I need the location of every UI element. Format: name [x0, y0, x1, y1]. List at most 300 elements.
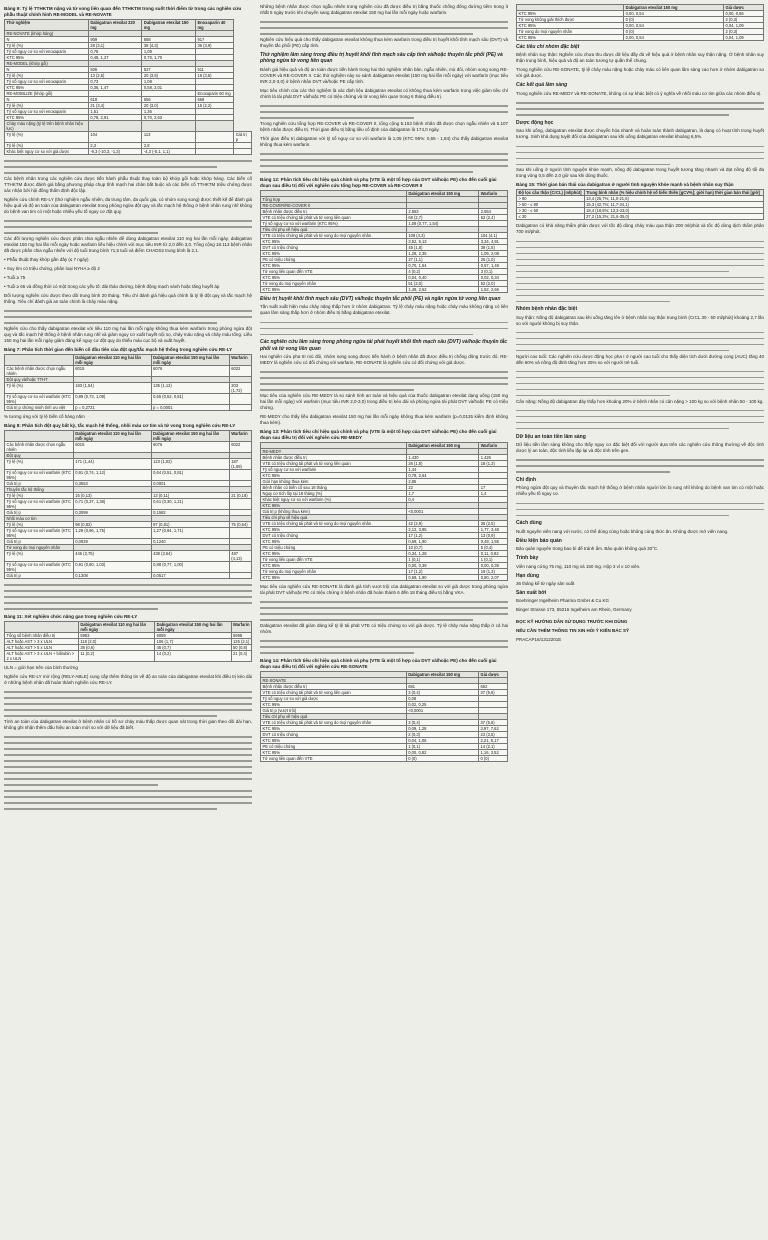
table-cell: 2,12, 3,95: [406, 527, 478, 533]
table-cell: 6022: [229, 442, 251, 453]
table-cell: 438 (3,64): [151, 551, 229, 562]
table-cell: 14 (0,2): [155, 651, 231, 662]
section-heading: Trình bày: [516, 555, 539, 562]
table-cell: [5, 355, 74, 366]
paragraph: Tần suất xuất hiện máu chảy nặng thấp hơn ở nhóm dabigatran. Tỷ lệ chảy máu nặng hoặc chảy máu không nặng có liên quan lâm sàng thấp hơn ở nhóm điều trị bằng dabigatran etexilat.: [260, 304, 508, 316]
table-row: [5, 383, 252, 394]
table-cell: 36 (0,6): [78, 645, 154, 651]
table-cell: 20 (3,0): [142, 103, 196, 109]
table-cell: VTE có triệu chứng tái phát và tử vong liên quan: [261, 214, 407, 220]
para-lines: [516, 100, 764, 118]
table-cell: 17 (1,2): [406, 533, 478, 539]
table-cell: 0,3099: [73, 510, 151, 516]
table-cell: 0 (0): [479, 756, 508, 762]
table-cell: KTC 95%: [261, 527, 407, 533]
table-cell: 0,67, 1,49: [479, 262, 508, 268]
para-lines: [260, 638, 508, 656]
table-cell: Dabigatran etexilat 110 mg hai lần mỗi ngày: [73, 355, 151, 366]
table-cell: Dabigatran etexilat 150 mg hai lần mỗi ngày: [151, 355, 229, 366]
table-cell: Giá trị p (vượt trội): [261, 708, 407, 714]
table-cell: 3,52, 5,13: [406, 238, 478, 244]
table-cell: 11 (0,2): [78, 651, 154, 662]
table-cell: Tử vong không giải thích được: [517, 17, 624, 23]
table-cell: 0,78: [88, 49, 142, 55]
table-cell: Giá trị p: [5, 539, 74, 545]
table-cell: 22: [406, 485, 478, 491]
table-cell: KTC 95%: [261, 503, 407, 509]
table8: [4, 430, 252, 579]
table-cell: > 30 - ≤ 50: [517, 208, 585, 214]
table-cell: Giả dược: [723, 5, 763, 11]
section-heading: Các tiêu chí nhóm đặc biệt: [516, 44, 580, 50]
table-cell: 0,00, 0,56: [723, 11, 763, 17]
table9-caption: Bảng 9: Tỷ lệ TTHKTM nặng và tử vong liên quan đến TTHKTM trong suốt thời điểm từ trong các nghiên cứu phẫu thuật chính hình RE-MODEL và RE-NOVATE: [4, 6, 242, 17]
table-cell: Tỷ số nguy cơ so với enoxaparin: [5, 49, 89, 55]
table-cell: PE có triệu chứng: [261, 744, 407, 750]
table-cell: 0,00, 0,54: [624, 11, 724, 17]
list-item: • Phẫu thuật thay khớp gần đây (≤ 7 ngày): [4, 257, 89, 262]
table-cell: <0,0001: [406, 708, 478, 714]
table-cell: Tử vong do mọi nguyên nhân: [261, 569, 407, 575]
table-cell: 118 (2,0): [78, 639, 154, 645]
table-cell: Dabigatran etexilat 150 mg: [406, 672, 478, 678]
table-row: [261, 286, 508, 292]
table-cell: RE-MEDY: [261, 449, 407, 455]
table-cell: 42 (2,9): [406, 521, 478, 527]
table-cell: 36 (2,5): [479, 521, 508, 527]
table-cell: 1,09: [142, 49, 196, 55]
paragraph: Viên nang cứng 75 mg, 110 mg và 150 mg. Hộp 3 vỉ x 10 viên.: [516, 563, 641, 569]
table-cell: Tổng số bệnh nhân điều trị: [5, 633, 79, 639]
table-cell: RE-COVER/RE-COVER II: [261, 202, 407, 208]
table-row: [5, 132, 252, 143]
table-cell: 2,8: [142, 143, 196, 149]
table-cell: KTC 95%: [261, 726, 407, 732]
table-cell: 6022: [229, 366, 251, 377]
paragraph: RE-MEDY cho thấy liều dabigatran etexilat 150 mg hai lần mỗi ngày không thua kém warfarin (p=0,0135 kiểm định không thua kém).: [260, 414, 508, 426]
table-cell: 18 (1,3): [479, 461, 508, 467]
para-lines: [516, 330, 764, 354]
table-cell: 0,91 (0,74, 1,12): [73, 470, 151, 481]
table-cell: RE-NOVATE (khớp háng): [5, 31, 89, 37]
table-cell: p = 0,2721: [73, 405, 151, 411]
table-cell: 0,3553: [73, 481, 151, 487]
table-cell: RE-MODEL (khớp gối): [5, 61, 89, 67]
table-cell: Tỷ số nguy cơ so với warfarin (KTC 95%): [5, 394, 74, 405]
table-cell: 3 (0,1): [479, 268, 508, 274]
table-cell: Nhồi máu cơ tim: [5, 516, 74, 522]
list-item: • Tuổi ≥ 65 và đồng thời có một trong các yếu tố: đái tháo đường, bệnh động mạch vành hoặc tăng huyết áp: [4, 284, 220, 289]
table-cell: N: [5, 67, 89, 73]
table-cell: [229, 405, 251, 411]
table-cell: [229, 394, 251, 405]
table-cell: 656: [142, 97, 196, 103]
paragraph: Nghiên cứu hiệu quả cho thấy dabigatran etexilat không thua kém warfarin trong điều trị huyết khối tĩnh mạch sâu (DVT) và thuyên tắc phổi (PE) cấp tính.: [260, 37, 508, 48]
table-cell: Tỷ lệ (%): [5, 493, 74, 499]
table-row: [5, 355, 252, 366]
section-heading: Nhóm bệnh nhân đặc biệt: [516, 306, 578, 313]
table-cell: 0,04, 1,09: [723, 23, 763, 29]
column-right: [516, 4, 764, 1236]
table-cell: 45 (0,7): [155, 645, 231, 651]
document-code: PRACAP16/1312201E: [516, 637, 562, 643]
table-cell: KTC 95%: [261, 539, 407, 545]
para-lines: [260, 369, 508, 393]
table-cell: ALT hoặc AST > 3 x ULN + bilirubin > 2 x ULN: [5, 651, 79, 662]
table-cell: 0,70, 1,54: [406, 262, 478, 268]
table-cell: 38 (4,3): [142, 43, 196, 49]
table-cell: Giá trị p: [5, 573, 74, 579]
section-heading: Dữ liệu an toàn tiền lâm sàng: [516, 433, 586, 440]
table-cell: Tiêu chí phụ về hiệu quả: [261, 226, 407, 232]
table-cell: [5, 622, 79, 633]
table-cell: 6015: [73, 366, 151, 377]
paragraph: Đối tượng nghiên cứu được theo dõi trung bình 20 tháng. Tiêu chí đánh giá hiệu quả chính là tỷ lệ đột quỵ và tắc mạch hệ thống. Tiêu chí đánh giá an toàn chính là chảy máu nặng.: [4, 293, 252, 304]
table-cell: 0,78, 2,91: [88, 115, 142, 121]
table-cell: 0,4: [406, 497, 478, 503]
table-cell: 0 (0): [406, 756, 478, 762]
table-cell: 187 (1,59): [229, 459, 251, 470]
table-cell: Bệnh nhân có biến cố sau 18 tháng: [261, 485, 407, 491]
table-cell: 2 (0,3): [723, 29, 763, 35]
table-cell: 511: [195, 67, 233, 73]
table-cell: 18 (3,5): [195, 73, 233, 79]
list-item: • Tuổi ≥ 75: [4, 275, 26, 280]
table-cell: PE có triệu chứng: [261, 256, 407, 262]
table-cell: 2,85: [406, 479, 478, 485]
manufacturer-name: Boehringer Ingelheim Pharma GmbH & Co.KG: [516, 598, 610, 604]
table-cell: 6076: [151, 442, 229, 453]
table-cell: 1,09 (0,77, 1,54): [406, 220, 478, 226]
table-cell: 3 (0,4): [406, 720, 478, 726]
table-cell: 668: [195, 97, 233, 103]
table7: [4, 354, 252, 411]
table-cell: 0,89 (0,73, 1,09): [73, 394, 151, 405]
table-cell: 0,48, 1,27: [88, 55, 142, 61]
paragraph: Trong nghiên cứu RE-SONATE, tỷ lệ chảy máu nặng hoặc chảy máu có liên quan lâm sàng cao hơn ở nhóm dabigatran so với giả dược.: [516, 67, 764, 79]
table-row: [5, 622, 252, 633]
table-cell: KTC 95%: [261, 575, 407, 581]
table-cell: 13,4 (25,7%; 11,0-21,6): [584, 196, 763, 202]
table-cell: 125 (2,1): [231, 639, 251, 645]
table-cell: 13 (2,6): [88, 73, 142, 79]
table-cell: [195, 121, 233, 132]
table-cell: Độ lọc cầu thận (CrCL) [ml/phút]: [517, 190, 585, 196]
table-cell: Các bệnh nhân được chọn ngẫu nhiên: [5, 366, 74, 377]
table-cell: 3,97, 7,62: [479, 726, 508, 732]
table-cell: 13 (0,9): [479, 533, 508, 539]
para-lines: [4, 582, 252, 612]
table-cell: 662: [479, 684, 508, 690]
table-cell: Chảy máu nặng (tỷ lệ trên bệnh nhân hiệu lực): [5, 121, 89, 132]
table-cell: Dabigatran etexilat 150 mg: [142, 20, 196, 31]
table-cell: 506: [88, 67, 142, 73]
table-cell: 21 (3,4): [88, 103, 142, 109]
table-cell: Tử vong liên quan đến VTE: [261, 268, 407, 274]
table-cell: Warfarin: [229, 431, 251, 442]
table-cell: Tỷ số nguy cơ so với warfarin (KTC 95%): [261, 220, 407, 226]
paragraph: Nghiên cứu chính RE-LY (thử nghiệm ngẫu nhiên, đa trung tâm, đa quốc gia, có nhóm song song) được thiết kế để đánh giá hiệu quả và độ an toàn của dabigatran etexilat trong phòng ngừa đột quỵ và tắc mạch hệ thống ở bệnh nhân rung nhĩ không do bệnh van tim có một hoặc nhiều yếu tố nguy cơ đột quỵ.: [4, 197, 252, 214]
table-cell: Tử vong do mọi nguyên nhân: [261, 280, 407, 286]
paragraph: Hai nghiên cứu pha III mù đôi, nhóm song song được tiến hành ở bệnh nhân đã được điều trị chống đông trước đó. RE-MEDY là nghiên cứu có đối chứng với warfarin, RE-SONATE là nghiên cứu có đối chứng với giả dược.: [260, 354, 508, 366]
table-cell: 0 (0): [624, 29, 724, 35]
table-row: [5, 459, 252, 470]
table-row: [5, 366, 252, 377]
table13-caption: Bảng 13: Phân tích tiêu chí hiệu quả chính và phụ (VTE là một tổ hợp của DVT và/hoặc PE) cho đến cuối giai đoạn sau điều trị đối với nghiên cứu RE-MEDY: [260, 429, 497, 441]
table-cell: 37 (5,6): [479, 720, 508, 726]
table-cell: [142, 121, 196, 132]
table-row: [5, 20, 252, 31]
table-cell: 1,29 (0,96, 1,75): [73, 528, 151, 539]
table15: [516, 189, 764, 220]
table-cell: 1,52, 2,66: [479, 286, 508, 292]
table-cell: 0,02, 0,25: [406, 702, 478, 708]
table11-caption: Bảng 11: Xét nghiệm chức năng gan trong nghiên cứu RE-LY: [4, 614, 138, 619]
para-lines: [4, 218, 252, 236]
table-cell: 0,70, 2,63: [142, 115, 196, 121]
paragraph: Thời gian điều trị dabigatran với tỷ số nguy cơ so với warfarin là 1,05 (KTC 95%: 0,65 - 1,84) cho thấy dabigatran etexilat không thua kém warfarin.: [260, 135, 508, 147]
table-cell: 0,00, 0,54: [624, 23, 724, 29]
table-note: % tương ứng với tỷ lệ biến cố hàng năm: [4, 414, 85, 419]
table-cell: KTC 95%: [517, 11, 624, 17]
table-cell: VTE có triệu chứng tái phát và tử vong liên quan: [261, 461, 407, 467]
table-cell: 17: [479, 485, 508, 491]
table-cell: Nguy cơ tích lũy tại 18 tháng (%): [261, 491, 407, 497]
table-cell: 106 (1,7): [155, 639, 231, 645]
table-cell: Tỷ lệ (%): [5, 73, 89, 79]
table-cell: [229, 528, 251, 539]
paragraph: Bảo quản nguyên trong bao bì để tránh ẩm. Bảo quản không quá 30°C.: [516, 546, 659, 552]
table-cell: Khác biệt nguy cơ so với warfarin (%): [261, 497, 407, 503]
paragraph: Đánh giá hiệu quả và độ an toàn được tiến hành trong hai thử nghiệm nhân bản, ngẫu nhiên, mù đôi, nhóm song song RE-COVER và RE-COVER II. Các thử nghiệm này so sánh dabigatran etexilat (150 mg hai lần mỗi ngày) với warfarin (mục tiêu INR 2,0-3,0) ở bệnh nhân DVT và/hoặc PE cấp tính.: [260, 66, 508, 84]
table-cell: KTC 95%: [261, 250, 407, 256]
table-cell: Dabigatran etexilat 220 mg: [88, 20, 142, 31]
section-heading: Điều trị huyết khối tĩnh mạch sâu (DVT) và/hoặc thuyên tắc phổi (PE) và ngăn ngừa tử vong liên quan: [260, 295, 501, 302]
table-cell: 15 (0,13): [73, 493, 151, 499]
table-cell: Tỷ số nguy cơ so với enoxaparin: [5, 79, 89, 85]
paragraph: Cân nặng: Nồng độ dabigatran đáy thấp hơn khoảng 20% ở bệnh nhân có cân nặng > 100 kg so với bệnh nhân 50 - 100 kg.: [516, 398, 764, 404]
table-cell: 52 (2,0): [479, 280, 508, 286]
table-cell: Tỷ số nguy cơ so với warfarin (KTC 95%): [5, 562, 74, 573]
table-cell: 23 (3,5): [479, 732, 508, 738]
table-cell: 0,11, 0,82: [479, 551, 508, 557]
table-cell: 1 (0,1): [406, 557, 478, 563]
table-cell: KTC 95%: [5, 85, 89, 91]
table-cell: [229, 573, 251, 579]
paragraph: Mục tiêu của nghiên cứu RE-SONATE là đánh giá tính vượt trội của dabigatran etexilat so với giả dược trong phòng ngừa tái phát DVT và/hoặc PE có triệu chứng ở bệnh nhân đã hoàn thành 6 đến 18 tháng điều trị bằng VKA.: [260, 584, 508, 596]
table-cell: Các bệnh nhân được chọn ngẫu nhiên: [5, 442, 74, 453]
para-lines: [260, 103, 508, 121]
table-cell: 1.430: [406, 455, 478, 461]
para-lines: [516, 143, 764, 167]
table-cell: 27,2 (15,3%; 21,6-35,0): [584, 214, 763, 220]
table-cell: 2.553: [406, 208, 478, 214]
table-cell: Tử vong do mọi nguyên nhân: [517, 29, 624, 35]
table-cell: 487 (4,13): [229, 551, 251, 562]
table-cell: 0,64 (0,51, 0,81): [151, 470, 229, 481]
table-cell: 17 (1,2): [406, 569, 478, 575]
table-cell: 3 (0,4): [406, 690, 478, 696]
table-cell: ALT hoặc AST > 5 x ULN: [5, 645, 79, 651]
table-cell: 183 (1,54): [73, 383, 151, 394]
table-cell: RE-SONATE: [261, 678, 407, 684]
table-cell: 2,3: [88, 143, 142, 149]
table-cell: Dabigatran etexilat 150 mg: [406, 190, 478, 196]
table-cell: 28 (3,1): [88, 43, 142, 49]
table-cell: Giá trị p (không thua kém): [261, 509, 407, 515]
section-heading: Điều kiện bảo quản: [516, 537, 562, 544]
table-cell: Tiêu chí phụ về hiệu quả: [261, 714, 407, 720]
table-cell: Tỷ lệ (%): [5, 103, 89, 109]
para-lines: [4, 158, 252, 176]
table-cell: -4,3 (-5,1, 1,1): [142, 149, 196, 155]
paragraph: Phòng ngừa đột quỵ và thuyên tắc mạch hệ thống ở bệnh nhân người lớn bị rung nhĩ không do bệnh van tim có một hoặc nhiều yếu tố nguy cơ.: [516, 485, 764, 497]
table-cell: 10 (0,7): [406, 545, 478, 551]
paragraph: Mục tiêu chính của các thử nghiệm là xác định liệu dabigatran etexilat có không thua kém warfarin trong việc giảm tiêu chí chính là tái phát DVT và/hoặc PE có triệu chứng và tử vong liên quan trong 6 tháng điều trị.: [260, 87, 508, 99]
paragraph: 36 tháng kể từ ngày sản xuất: [516, 581, 575, 587]
paragraph: Sau khi uống, dabigatran etexilat được chuyển hóa nhanh và hoàn toàn thành dabigatran, là dạng có hoạt tính trong huyết tương. Sinh khả dụng tuyệt đối của dabigatran sau khi uống dabigatran etexilat khoảng 6,5%.: [516, 128, 764, 140]
table-cell: Tử vong liên quan đến VTE: [261, 557, 407, 563]
table7-caption: Bảng 7: Phân tích thời gian đến biến cố đầu tiên của đột quỵ/tắc mạch hệ thống trong nghiên cứu RE-LY: [4, 347, 233, 352]
para-lines: [516, 408, 764, 432]
table15-caption: Bảng 15: Thời gian bán thải của dabigatran ở người tình nguyện khỏe mạnh và bệnh nhân suy thận: [516, 182, 734, 188]
table-cell: Warfarin: [231, 622, 251, 633]
table-cell: Bệnh nhân được điều trị: [261, 455, 407, 461]
paragraph: Mục tiêu của nghiên cứu RE-MEDY là so sánh tính an toàn và hiệu quả của thuốc dabigatran etexilat dạng uống (150 mg hai lần mỗi ngày) với warfarin (mục tiêu INR 2,0-3,0) trong điều trị kéo dài và phòng ngừa tái phát DVT và/hoặc PE có triệu chứng.: [260, 393, 508, 411]
table-cell: Tỷ lệ (%): [5, 132, 89, 143]
table-cell: KTC 95%: [261, 563, 407, 569]
table-cell: 15 (2,2): [195, 103, 233, 109]
table-cell: KTC 95%: [261, 262, 407, 268]
paragraph: Tính an toàn của dabigatran etexilat ở bệnh nhân có hồ sơ chảy máu thấp được quan sát trong thời gian theo dõi dài hạn, không ghi nhận thêm dấu hiệu an toàn mới so với dữ liệu đã biết.: [4, 719, 252, 730]
table-cell: 39 (1,5): [479, 244, 508, 250]
table-cell: VTE có triệu chứng tái phát và tử vong do mọi nguyên nhân: [261, 232, 407, 238]
table-row: [517, 35, 764, 41]
list-item: • Suy tim có triệu chứng, phân loại NYHA ≥ độ 2: [4, 266, 100, 271]
paragraph: Các bệnh nhân trong các nghiên cứu được tiến hành phẫu thuật thay toàn bộ khớp gối hoặc khớp háng. Các biến cố TTHKTM được đánh giá bằng phương pháp chụp tĩnh mạch hai chân bắt buộc và các biến cố TTHKTM triệu chứng được xác nhận bởi hội đồng thẩm định độc lập.: [4, 176, 252, 193]
table-cell: 6076: [151, 366, 229, 377]
table-row: [261, 756, 508, 762]
table-cell: 0,49, 1,55: [479, 539, 508, 545]
paragraph: Dabigatran có khả năng thẩm phân được với tốc độ dòng chảy máu qua thận 200 ml/phút và tốc độ dòng dịch thẩm phân 700 ml/phút.: [516, 223, 764, 235]
table-cell: 36 (3,9): [195, 43, 233, 49]
section-heading: Thử nghiệm lâm sàng trong điều trị huyết khối tĩnh mạch sâu cấp tính và/hoặc thuyên tắc phổi (PE) và phòng ngừa tử vong liên quan: [260, 52, 503, 65]
table-cell: Tử vong liên quan đến VTE: [261, 756, 407, 762]
table-cell: 1 (0,1): [406, 744, 478, 750]
table-cell: 51 (2,0): [406, 280, 478, 286]
para-lines: [260, 599, 508, 623]
table-cell: KTC 95%: [261, 286, 407, 292]
paragraph: Bệnh nhân suy thận: Nghiên cứu chưa thu được dữ liệu đầy đủ về hiệu quả ở bệnh nhân suy thận nặng. Ở bệnh nhân suy thận trung bình, hiệu quả và độ an toàn tương tự quần thể chung.: [516, 52, 764, 64]
table-cell: Giả dược: [479, 672, 508, 678]
table-cell: 97 (0,81): [151, 522, 229, 528]
table-cell: 26 (1,8): [406, 461, 478, 467]
table-cell: 27 (1,1): [406, 256, 478, 262]
table9: [4, 19, 252, 155]
table-cell: -9,3 (-10,3, -1,3): [88, 149, 142, 155]
table-cell: 0,00, 0,39: [479, 563, 508, 569]
table-cell: 113: [142, 132, 196, 143]
table-cell: 0,08: [406, 696, 478, 702]
table-cell: 1,08: [142, 79, 196, 85]
table14-continued: [516, 4, 764, 41]
table-cell: KTC 95%: [261, 274, 407, 280]
table-cell: [5, 431, 74, 442]
table-cell: p = 0,0001: [151, 405, 229, 411]
para-lines: [260, 151, 508, 175]
table-cell: Đột quỵ và/hoặc TTHT: [5, 377, 74, 383]
table-cell: Warfarin: [479, 443, 508, 449]
table-row: [5, 651, 252, 662]
paragraph: Những bệnh nhân được chọn ngẫu nhiên trong nghiên cứu đã được điều trị bằng thuốc chống đông đường tiêm trong ít nhất 5 ngày trước khi chuyển sang dabigatran etexilat 150 mg hai lần mỗi ngày hoặc warfarin.: [260, 4, 508, 15]
table-row: [5, 149, 252, 155]
table-cell: [229, 470, 251, 481]
table-cell: ALT hoặc AST > 3 x ULN: [5, 639, 79, 645]
table-cell: 0,34, 1,28: [406, 551, 478, 557]
table-cell: 171 (1,44): [73, 459, 151, 470]
table-row: [5, 470, 252, 481]
table-cell: 0,00, 0,39: [406, 563, 478, 569]
table-cell: DVT có triệu chứng: [261, 533, 407, 539]
table-row: [5, 431, 252, 442]
para-lines: [516, 500, 764, 518]
table-cell: 21 (0,4): [231, 651, 251, 662]
table-cell: 18,4 (18,5%; 13,3-23,0): [584, 208, 763, 214]
table-cell: 45 (1,8): [406, 244, 478, 250]
table-cell: 0,91 (0,80, 1,03): [73, 562, 151, 573]
table-cell: 98 (0,82): [73, 522, 151, 528]
table-cell: [229, 562, 251, 573]
table-cell: 20 (3,8): [142, 73, 196, 79]
table-cell: 15,3 (42,7%; 11,7-34,1): [584, 202, 763, 208]
table-cell: Bệnh nhân được điều trị: [261, 684, 407, 690]
table-cell: 203 (1,72): [229, 383, 251, 394]
table13: [260, 442, 508, 581]
table-cell: Tỷ số nguy cơ so với warfarin (KTC 95%): [5, 528, 74, 539]
table-cell: 0,1582: [151, 510, 229, 516]
table-cell: 1,09, 2,08: [479, 250, 508, 256]
paragraph: Dữ liệu tiền lâm sàng không cho thấy nguy cơ đặc biệt đối với người dựa trên các nghiên cứu thông thường về độc tính dược lý an toàn, độc tính liều lặp lại và độc tính trên gen.: [516, 442, 764, 454]
table-cell: Thuyên tắc hệ thống: [5, 487, 74, 493]
table-cell: 446 (3,75): [73, 551, 151, 562]
table-cell: 0,00, 0,82: [406, 750, 478, 756]
table-cell: Tỷ lệ (%): [5, 459, 74, 470]
table-cell: DVT có triệu chứng: [261, 244, 407, 250]
table-cell: 2,21, 5,17: [479, 738, 508, 744]
table-cell: 5998: [231, 633, 251, 639]
table-cell: Giới hạn không thua kém: [261, 479, 407, 485]
table-row: [517, 190, 764, 196]
table-cell: 0,09, 1,28: [406, 726, 478, 732]
table-cell: 681: [406, 684, 478, 690]
para-lines: [4, 689, 252, 719]
table-cell: 0,36, 1,47: [88, 85, 142, 91]
table-cell: Bệnh nhân được điều trị: [261, 208, 407, 214]
table-cell: 0,71 (0,37, 1,38): [73, 499, 151, 510]
table-cell: 1.426: [479, 455, 508, 461]
table-cell: 0,04, 1,09: [723, 35, 763, 41]
bullet-list: [4, 257, 252, 290]
table-row: [517, 214, 764, 220]
table-cell: N: [5, 37, 89, 43]
table-cell: 0,02, 0,34: [479, 274, 508, 280]
manufacturer-address: Binger Strasse 173, 55216 Ingelheim am Rhein, Germany: [516, 607, 632, 613]
para-lines: [516, 369, 764, 399]
table-cell: <0,0001: [406, 509, 478, 515]
table-cell: 0,0517: [151, 573, 229, 579]
table-cell: 1,36: [142, 109, 196, 115]
table-cell: KTC 95%: [517, 35, 624, 41]
